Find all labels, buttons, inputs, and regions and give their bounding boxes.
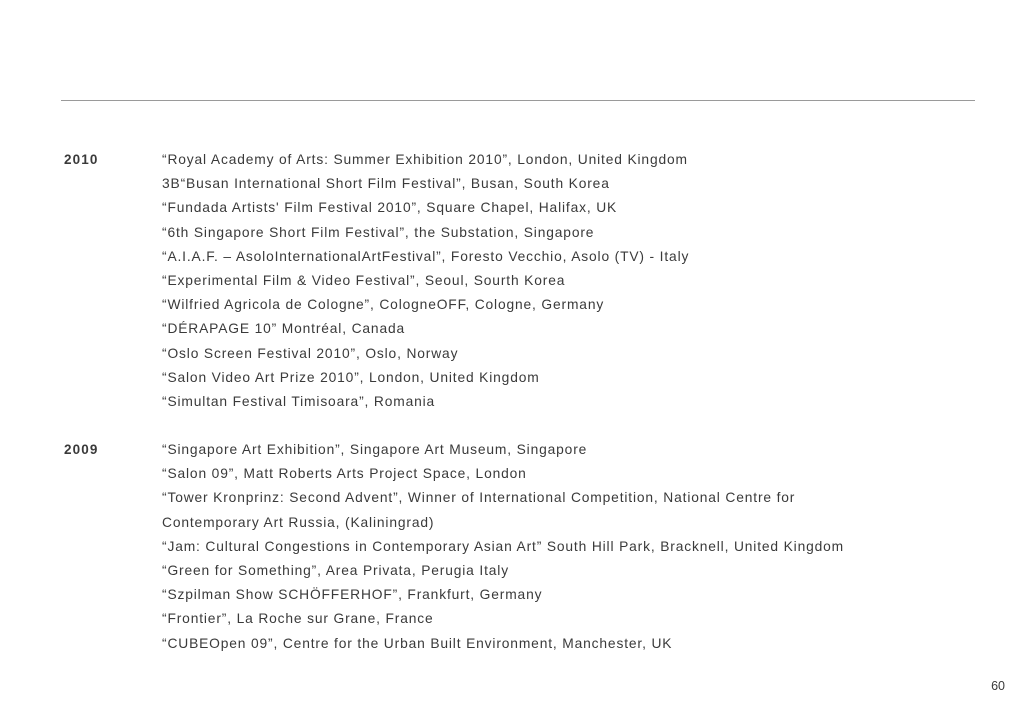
list-item: “6th Singapore Short Film Festival”, the Substation, Singapore <box>162 224 595 240</box>
list-item: “Salon Video Art Prize 2010”, London, United Kingdom <box>162 369 540 385</box>
list-item: “Experimental Film & Video Festival”, Seoul, Sourth Korea <box>162 272 566 288</box>
list-item: “Oslo Screen Festival 2010”, Oslo, Norway <box>162 345 459 361</box>
exhibition-list-2009 <box>162 438 844 656</box>
list-item: “Salon 09”, Matt Roberts Arts Project Space, London <box>162 466 527 482</box>
list-item: “Szpilman Show SCHÖFFERHOF”, Frankfurt, Germany <box>162 587 543 603</box>
year-heading-2010: 2010 <box>64 152 99 167</box>
list-item: “Wilfried Agricola de Cologne”, CologneOFF, Cologne, Germany <box>162 297 605 313</box>
page-number: 60 <box>991 679 1005 693</box>
list-item: “Royal Academy of Arts: Summer Exhibition 2010”, London, United Kingdom <box>162 152 688 167</box>
list-item: “Singapore Art Exhibition”, Singapore Art Museum, Singapore <box>162 442 588 457</box>
list-item: “Tower Kronprinz: Second Advent”, Winner of International Competition, National Centre for <box>162 490 796 506</box>
list-item: “Jam: Cultural Congestions in Contemporary Asian Art” South Hill Park, Bracknell, United Kingdom <box>162 538 845 554</box>
list-item: “CUBEOpen 09”, Centre for the Urban Built Environment, Manchester, UK <box>162 635 673 651</box>
exhibition-list-2010 <box>162 148 689 414</box>
list-item: 3B“Busan International Short Film Festival”, Busan, South Korea <box>162 176 610 192</box>
list-item: “DÉRAPAGE 10” Montréal, Canada <box>162 321 406 337</box>
list-item: “Fundada Artists' Film Festival 2010”, Square Chapel, Halifax, UK <box>162 200 618 216</box>
header-divider-line <box>61 100 975 101</box>
list-item: “A.I.A.F. – AsoloInternationalArtFestival”, Foresto Vecchio, Asolo (TV) - Italy <box>162 248 690 264</box>
list-item: “Simultan Festival Timisoara”, Romania <box>162 393 436 409</box>
list-item: Contemporary Art Russia, (Kaliningrad) <box>162 514 435 530</box>
year-heading-2009: 2009 <box>64 442 99 457</box>
list-item: “Green for Something”, Area Privata, Perugia Italy <box>162 562 509 578</box>
list-item: “Frontier”, La Roche sur Grane, France <box>162 611 434 627</box>
